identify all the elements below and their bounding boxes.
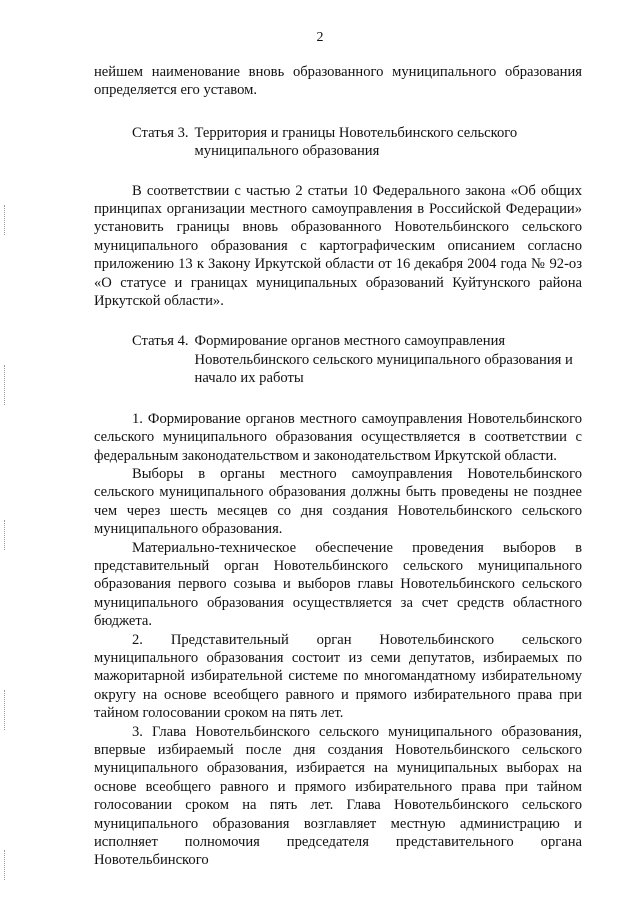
article-4-heading (94, 332, 582, 387)
scan-margin-mark (4, 365, 7, 405)
scan-margin-mark (4, 850, 7, 880)
article-3-paragraph: В соответствии с частью 2 статьи 10 Федерального закона «Об общих принципах организации местного самоуправления в Российской Федерации» установить границы вновь образованного Новотельбинского сельского муниципального образования с картографическим описанием согласно приложению 13 к Закону Иркутской области от 16 декабря 2004 года № 92-оз «О статусе и границах муниципальных образований Куйтунского района Иркутской области». (94, 182, 582, 310)
article-3-heading (94, 124, 582, 161)
article-4-paragraph-4: 2. Представительный орган Новотельбинского сельского муниципального образования состоит из семи депутатов, избираемых по мажоритарной избирательной системе по многомандатному избирательному округу на основе всеобщего равного и прямого избирательного права при тайном голосовании сроком на пять лет. (94, 631, 582, 722)
article-3-title: Территория и границы Новотельбинского сельского муниципального образования (194, 124, 518, 160)
article-4-paragraph-2: Выборы в органы местного самоуправления Новотельбинского сельского муниципального образования должны быть проведены не позднее чем через шесть месяцев со дня создания Новотельбинского сельского муниципального образования. (94, 465, 582, 538)
article-4-paragraph-5: 3. Глава Новотельбинского сельского муниципального образования, впервые избираемый после дня создания Новотельбинского сельского муниципального образования, избирается на муниципальных выборах на основе всеобщего равного и прямого избирательного права при тайном голосовании сроком на пять лет. Глава Новотельбинского сельского муниципального образования возглавляет местную администрацию и исполняет полномочия председателя представительного органа Новотельбинского (94, 723, 582, 869)
lead-paragraph: нейшем наименование вновь образованного муниципального образования определяется его уставом. (94, 64, 582, 99)
scan-margin-mark (4, 520, 7, 550)
article-4-title: Формирование органов местного самоуправления Новотельбинского сельского муниципального образования и начало их работы (194, 333, 573, 387)
scan-margin-mark (4, 205, 7, 235)
article-3-label: Статья 3. (132, 124, 189, 141)
article-4-paragraph-3: Материально-техническое обеспечение проведения выборов в представительный орган Новотельбинского сельского муниципального образования первого созыва и выборов главы Новотельбинского сельского муниципального образования осуществляется за счет средств областного бюджета. (94, 539, 582, 630)
document-body (94, 63, 582, 870)
article-4-paragraph-1: 1. Формирование органов местного самоуправления Новотельбинского сельского муниципального образования осуществляется в соответствии с федеральным законодательством и законодательством Иркутской области. (94, 410, 582, 464)
scan-margin-mark (4, 690, 7, 730)
article-4-label: Статья 4. (132, 333, 189, 350)
page-number: 2 (316, 30, 324, 45)
